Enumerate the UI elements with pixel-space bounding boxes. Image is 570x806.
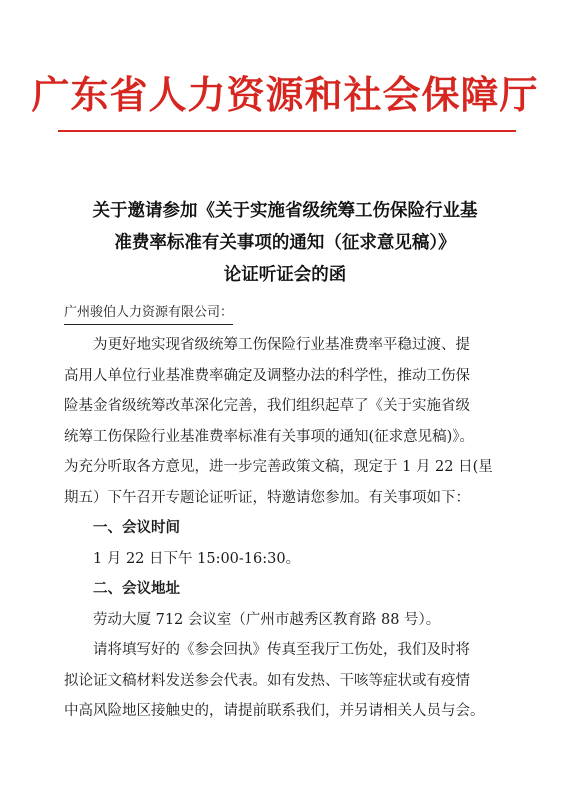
- recipient-line: [64, 303, 233, 323]
- intro-line: 期五）下午召开专题论证听证，特邀请您参加。有关事项如下：: [64, 489, 470, 506]
- title-line: 论证听证会的函: [223, 265, 347, 285]
- title-line: 关于邀请参加《关于实施省级统筹工伤保险行业基: [92, 201, 478, 221]
- title-line: 准费率标准有关事项的通知（征求意见稿）》: [114, 233, 456, 253]
- section-heading-address: 二、会议地址: [93, 580, 180, 597]
- recipient-name: 广州骏伯人力资源有限公司: [64, 305, 221, 320]
- closing-line: 中高风险地区接触史的，请提前联系我们，并另请相关人员与会。: [64, 703, 485, 719]
- recipient-underline: [64, 324, 233, 325]
- closing-line: 拟论证文稿材料发送参会代表。如有发热、干咳等症状或有疫情: [64, 672, 470, 689]
- document-body: [64, 330, 508, 727]
- intro-line: 高用人单位行业基准费率确定及调整办法的科学性，推动工伤保: [64, 367, 470, 384]
- document-title: [60, 195, 510, 291]
- recipient-colon: ：: [220, 305, 234, 320]
- intro-line: 统筹工伤保险行业基准费率标准有关事项的通知(征求意见稿)》。: [64, 428, 475, 445]
- meeting-time: 1 月 22 日下午 15:00-16:30。: [93, 550, 301, 567]
- letterhead-red-rule: [58, 130, 516, 132]
- meeting-address: 劳动大厦 712 会议室（广州市越秀区教育路 88 号）。: [93, 611, 441, 628]
- section-heading-time: 一、会议时间: [93, 519, 180, 536]
- letterhead-title: 广东省人力资源和社会保障厅: [31, 72, 539, 117]
- intro-line: 为充分听取各方意见，进一步完善政策文稿，现定于 1 月 22 日(星: [64, 459, 493, 475]
- intro-line: 险基金省级统筹改革深化完善，我们组织起草了《关于实施省级: [64, 398, 470, 414]
- closing-line: 请将填写好的《参会回执》传真至我厅工伤处，我们及时将: [93, 642, 470, 658]
- intro-line: 为更好地实现省级统筹工伤保险行业基准费率平稳过渡、提: [93, 337, 470, 353]
